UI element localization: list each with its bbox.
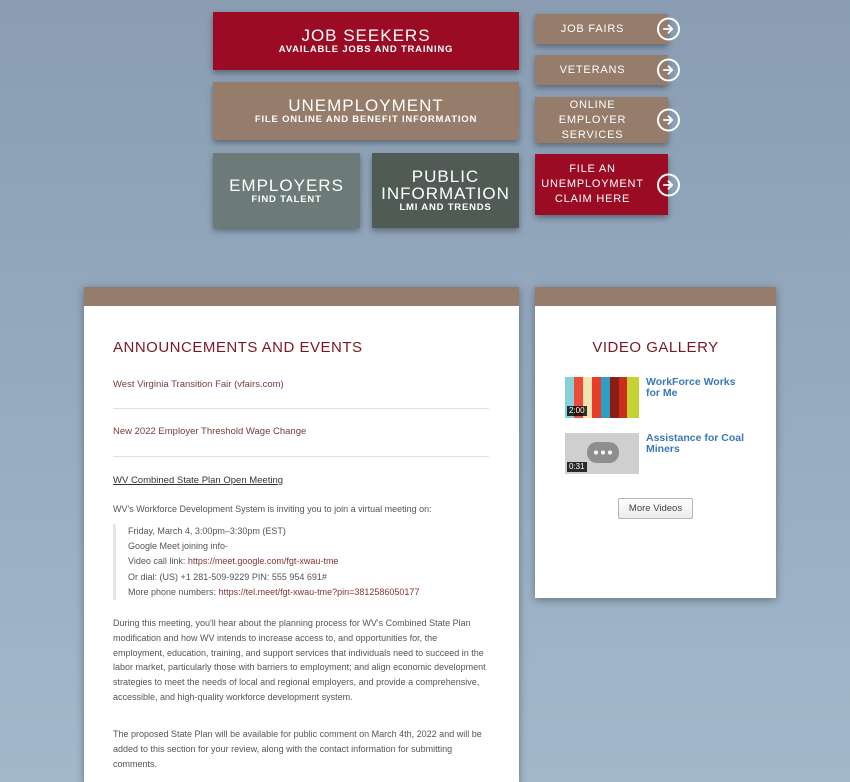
employers-subtitle: FIND TALENT — [251, 193, 322, 205]
employers-title: EMPLOYERS — [229, 175, 344, 195]
public-comment-paragraph: The proposed State Plan will be available for public comment on March 4th, 2022 and will be added to this section for your review, along with the contact information for submitting comments. — [113, 729, 482, 769]
announcements-panel — [84, 287, 519, 782]
more-videos-button[interactable]: More Videos — [618, 498, 693, 519]
file-unemployment-claim-link[interactable] — [535, 154, 668, 215]
video-thumbnail[interactable] — [565, 433, 639, 474]
video-thumbnail[interactable] — [565, 377, 639, 418]
online-employer-label-line1: ONLINE EMPLOYER — [558, 98, 627, 126]
arrow-right-circle-icon — [657, 109, 680, 132]
video-title[interactable]: WorkForce Works for Me — [646, 376, 736, 399]
divider — [113, 408, 489, 409]
video-gallery-title: VIDEO GALLERY — [592, 339, 719, 356]
public-information-tile[interactable] — [372, 153, 519, 228]
meeting-intro-text: WV's Workforce Development System is inviting you to join a virtual meeting on: — [113, 504, 432, 514]
unemployment-title: UNEMPLOYMENT — [288, 96, 444, 115]
employers-tile[interactable] — [213, 153, 360, 228]
unemployment-tile[interactable] — [213, 82, 519, 140]
video-item-coal-miners[interactable] — [565, 433, 751, 474]
video-gallery-header-bar — [535, 287, 776, 306]
threshold-wage-link[interactable]: New 2022 Employer Threshold Wage Change — [113, 426, 307, 437]
public-information-title-line2: INFORMATION — [381, 184, 510, 203]
video-duration: 0:31 — [569, 462, 585, 471]
veterans-label: VETERANS — [559, 63, 626, 76]
job-seekers-title: JOB SEEKERS — [301, 26, 431, 45]
online-employer-label-line2: SERVICES — [561, 128, 624, 141]
veterans-link[interactable] — [535, 55, 668, 85]
unemployment-subtitle: FILE ONLINE AND BENEFIT INFORMATION — [254, 114, 478, 125]
video-call-link[interactable]: https://meet.google.com/fgt-xwau-tme — [187, 556, 339, 567]
video-title[interactable]: Assistance for Coal Miners — [646, 432, 745, 455]
file-claim-label-line1: FILE AN — [569, 163, 616, 175]
transition-fair-link[interactable]: West Virginia Transition Fair (vfairs.com) — [113, 379, 284, 390]
job-seekers-tile[interactable] — [213, 12, 519, 70]
public-information-title-line1: PUBLIC — [411, 167, 480, 186]
divider — [113, 456, 489, 457]
phone-numbers-label: More phone numbers: — [128, 586, 219, 597]
arrow-right-circle-icon — [657, 173, 680, 196]
video-call-label: Video call link: — [128, 556, 188, 567]
arrow-right-circle-icon — [657, 18, 680, 41]
announcements-panel-header-bar — [84, 287, 519, 306]
job-fairs-label: JOB FAIRS — [560, 22, 625, 35]
job-seekers-subtitle: AVAILABLE JOBS AND TRAINING — [278, 44, 454, 55]
phone-numbers-line — [128, 585, 419, 600]
video-gallery-panel — [535, 287, 776, 598]
meeting-description-paragraph: During this meeting, you'll hear about the planning process for WV's Combined State Plan modification and how WV intends to increase access to, and opportunities for, the employment, education, training, and support services that individuals need to succeed in the labor market, particularly those with barriers to employment; and align economic development strategies to meet the needs of local and regional employers, and provide a comprehensive, accessible, and high-quality workforce development system. — [113, 618, 486, 702]
meet-joining-info: Google Meet joining info- — [128, 541, 229, 552]
announcements-title: ANNOUNCEMENTS AND EVENTS — [113, 339, 363, 356]
meeting-details-blockquote — [113, 524, 419, 600]
file-claim-label-line2: UNEMPLOYMENT — [541, 178, 644, 190]
meeting-date: Friday, March 4, 3:00pm–3:30pm (EST) — [128, 526, 286, 536]
phone-numbers-link[interactable]: https://tel.meet/fgt-xwau-tme?pin=3812586050177 — [218, 586, 420, 597]
video-duration: 2:00 — [569, 406, 585, 415]
online-employer-services-link[interactable] — [535, 97, 668, 143]
video-call-line — [128, 554, 419, 569]
arrow-right-circle-icon — [657, 59, 680, 82]
video-item-workforce[interactable] — [565, 377, 751, 418]
public-information-subtitle: LMI AND TRENDS — [399, 202, 492, 213]
dial-in-info: Or dial: (US) +1 281-509-9229 PIN: 555 954 691# — [128, 571, 327, 582]
job-fairs-link[interactable] — [535, 14, 668, 44]
file-claim-label-line3: CLAIM HERE — [554, 193, 631, 205]
state-plan-meeting-link[interactable]: WV Combined State Plan Open Meeting — [113, 475, 284, 486]
